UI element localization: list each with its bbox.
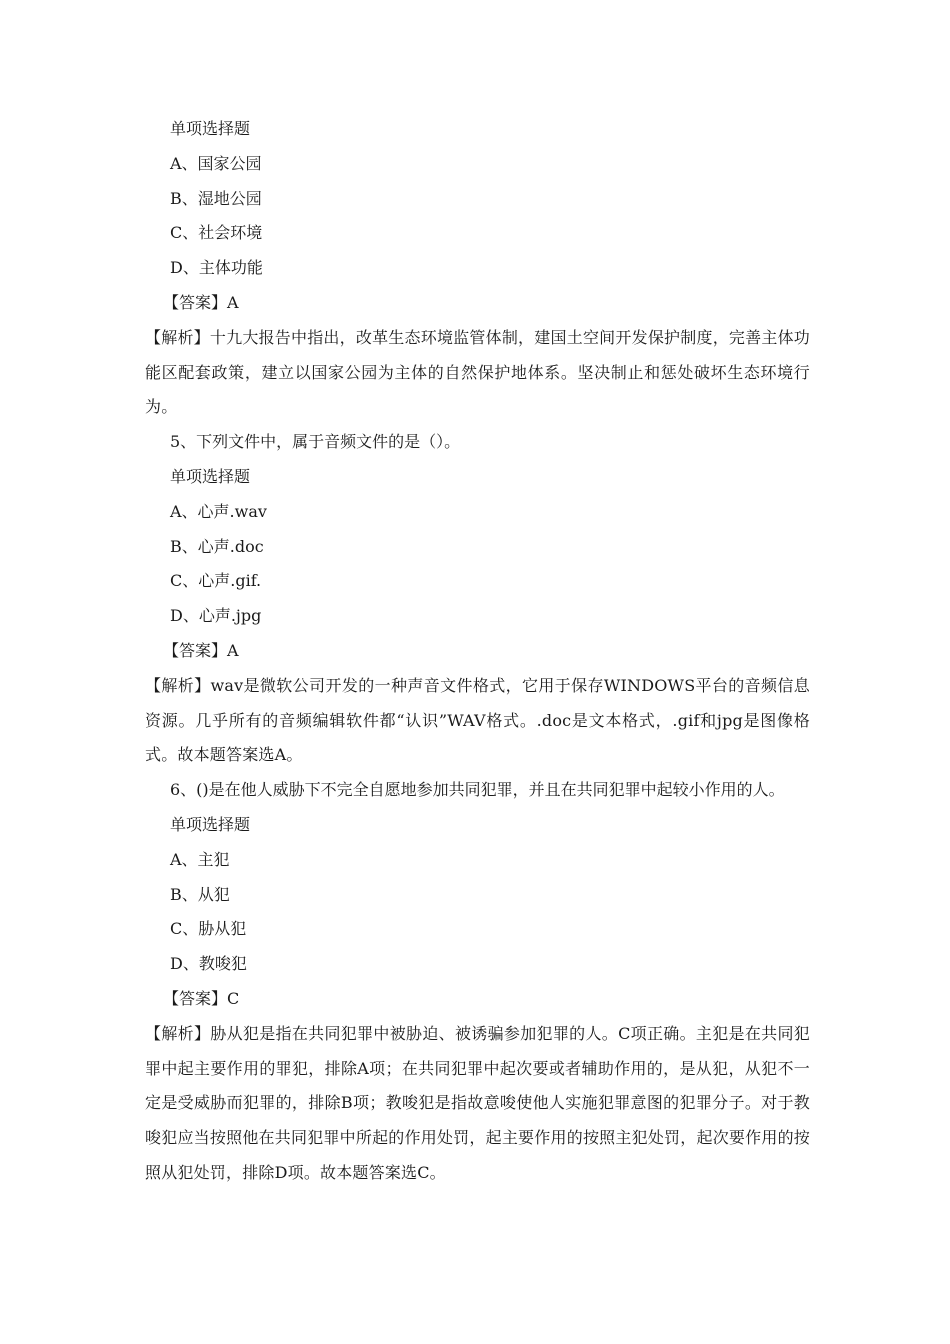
question-type-label: 单项选择题 [170,466,251,486]
option-c: C、社会环境 [170,223,263,243]
option-a: A、国家公园 [170,153,262,173]
question-text: 6、()是在他人威胁下不完全自愿地参加共同犯罪，并且在共同犯罪中起较小作用的人。 [170,780,785,800]
document-content [145,112,810,1191]
option-a: A、主犯 [170,849,230,869]
option-d: D、心声.jpg [170,606,262,626]
analysis-paragraph: 【解析】wav是微软公司开发的一种声音文件格式，它用于保存WINDOWS平台的音频信息资源。几乎所有的音频编辑软件都“认识”WAV格式。.doc是文本格式，.gif和jpg是图像格式。故本题答案选A。 [145,675,810,765]
option-b: B、心声.doc [170,536,264,556]
question-text: 5、下列文件中，属于音频文件的是（）。 [170,432,461,452]
option-b: B、湿地公园 [170,188,262,208]
analysis-paragraph: 【解析】十九大报告中指出，改革生态环境监管体制，建国土空间开发保护制度，完善主体功能区配套政策，建立以国家公园为主体的自然保护地体系。坚决制止和惩处破坏生态环境行为。 [145,327,810,417]
option-a: A、心声.wav [170,501,267,521]
option-d: D、主体功能 [170,258,263,278]
question-type-label: 单项选择题 [170,814,251,834]
option-c: C、心声.gif. [170,571,262,591]
answer-line: 【答案】C [163,988,240,1008]
option-c: C、胁从犯 [170,919,247,939]
question-type-label: 单项选择题 [170,119,251,138]
answer-line: 【答案】A [163,292,239,312]
answer-line: 【答案】A [163,640,239,660]
analysis-paragraph: 【解析】胁从犯是指在共同犯罪中被胁迫、被诱骗参加犯罪的人。C项正确。主犯是在共同犯罪中起主要作用的罪犯，排除A项；在共同犯罪中起次要或者辅助作用的，是从犯，从犯不一定是受威胁而犯罪的，排除B项；教唆犯是指故意唆使他人实施犯罪意图的犯罪分子。对于教唆犯应当按照他在共同犯罪中所起的作用处罚，起主要作用的按照主犯处罚，起次要作用的按照从犯处罚，排除D项。故本题答案选C。 [145,1023,810,1182]
option-d: D、教唆犯 [170,954,247,974]
option-b: B、从犯 [170,884,230,904]
